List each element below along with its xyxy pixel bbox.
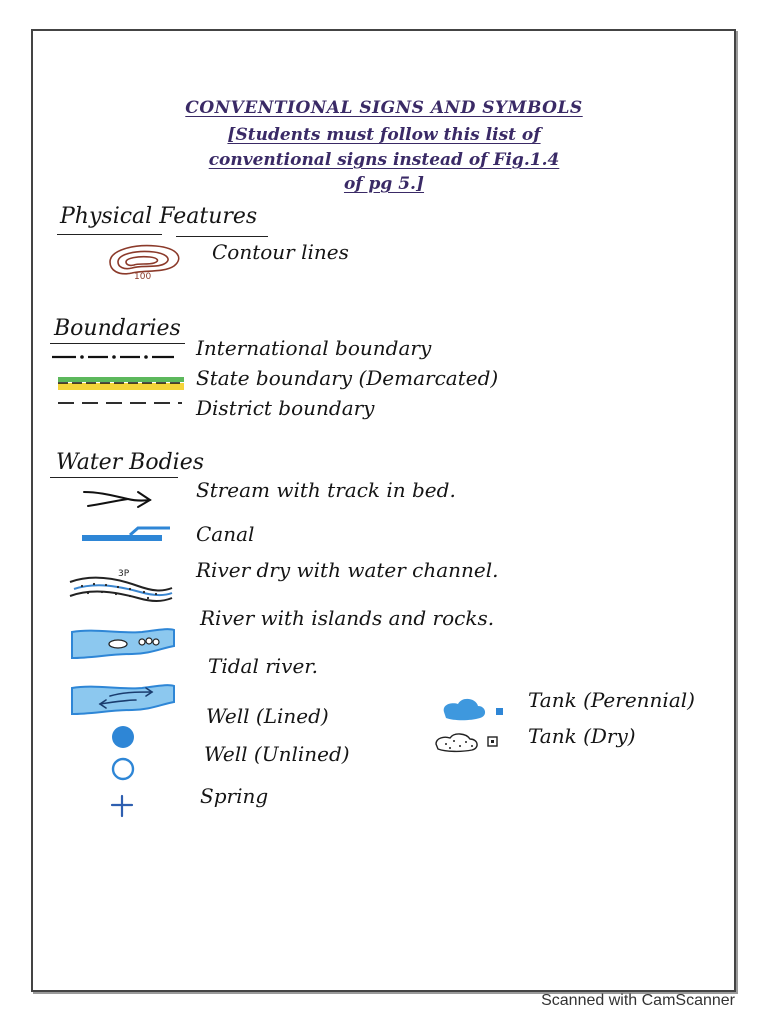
label-river-dry: River dry with water channel. [196,558,499,582]
section-heading-water-bodies: Water Bodies [56,450,205,475]
underline-boundaries [50,343,185,344]
state-boundary-icon [58,375,184,393]
label-international-boundary: International boundary [196,336,432,360]
tank-perennial-icon [440,694,510,722]
section-heading-boundaries: Boundaries [54,316,181,341]
contour-value-label: 100 [134,272,152,282]
instruction-note-line3: of pg 5.] [343,174,425,194]
river-mark-label: 3P [118,569,130,579]
label-district-boundary: District boundary [196,396,375,420]
label-well-unlined: Well (Unlined) [204,742,350,766]
instruction-note-line2: conventional signs instead of Fig.1.4 [208,150,560,170]
dash-dot-line-icon [50,350,180,364]
underline-water-bodies [50,477,178,478]
plus-icon [110,794,134,818]
contour-lines-icon [104,240,188,280]
section-heading-physical-features: Physical Features [60,204,258,229]
river-islands-icon [70,624,176,662]
tank-dry-icon [432,728,504,754]
label-spring: Spring [200,784,269,808]
underline-physical [57,234,162,235]
label-tank-dry: Tank (Dry) [528,724,636,748]
label-river-islands: River with islands and rocks. [200,606,495,630]
label-state-boundary: State boundary (Demarcated) [196,366,499,390]
underline-features [176,236,268,237]
filled-circle-icon [110,724,136,750]
label-tank-perennial: Tank (Perennial) [528,688,695,712]
label-well-lined: Well (Lined) [206,704,329,728]
label-contour-lines: Contour lines [212,240,349,264]
label-tidal-river: Tidal river. [208,654,319,678]
stream-arrow-icon [80,486,156,512]
page-title: CONVENTIONAL SIGNS AND SYMBOLS [185,98,583,118]
scanner-watermark: Scanned with CamScanner [541,992,735,1009]
label-canal: Canal [196,522,255,546]
canal-icon [82,524,172,546]
tidal-river-icon [70,680,176,716]
dry-river-icon [68,566,174,606]
label-stream: Stream with track in bed. [196,478,456,502]
instruction-note-line1: [Students must follow this list of [227,125,541,145]
dashed-line-icon [56,398,186,408]
open-circle-icon [110,756,136,782]
